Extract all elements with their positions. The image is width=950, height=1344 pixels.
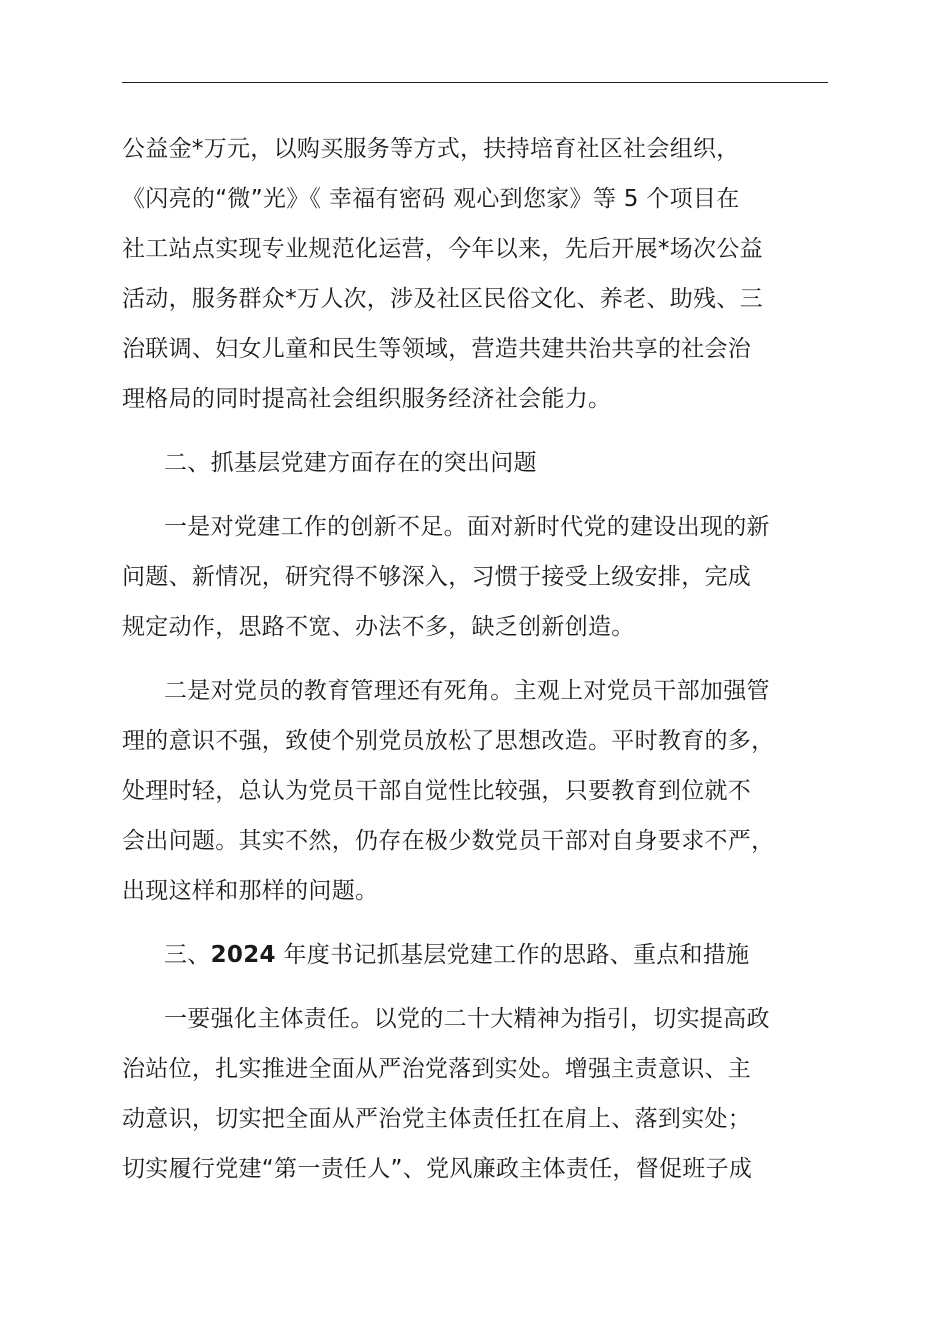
text-line: 会出问题。其实不然，仍存在极少数党员干部对自身要求不严， (122, 828, 775, 854)
text-line: 处理时轻，总认为党员干部自觉性比较强，只要教育到位就不 (122, 778, 752, 804)
text-line: 社工站点实现专业规范化运营，今年以来，先后开展*场次公益 (122, 236, 763, 262)
text-line: 治站位，扎实推进全面从严治党落到实处。增强主责意识、主 (122, 1056, 752, 1082)
text-line: 出现这样和那样的问题。 (122, 878, 379, 904)
year-text: 2024 (210, 942, 276, 968)
paragraph-responsibility (122, 994, 834, 1194)
heading-line: 三、2024 年度书记抓基层党建工作的思路、重点和措施 (164, 942, 750, 968)
text-line: 规定动作，思路不宽、办法不多，缺乏创新创造。 (122, 614, 635, 640)
text-line: 公益金*万元，以购买服务等方式，扶持培育社区社会组织， (122, 136, 740, 162)
heading-line: 二、抓基层党建方面存在的突出问题 (164, 450, 537, 476)
text-line: 治联调、妇女儿童和民生等领域，营造共建共治共享的社会治 (122, 336, 752, 362)
text-line: 活动，服务群众*万人次，涉及社区民俗文化、养老、助残、三 (122, 286, 763, 312)
text-line: 切实履行党建“第一责任人”、党风廉政主体责任，督促班子成 (122, 1156, 753, 1182)
text-line: 一要强化主体责任。以党的二十大精神为指引，切实提高政 (164, 1006, 770, 1032)
section-heading-3 (122, 930, 834, 980)
text-line: 理格局的同时提高社会组织服务经济社会能力。 (122, 386, 612, 412)
text-line: 理的意识不强，致使个别党员放松了思想改造。平时教育的多， (122, 728, 775, 754)
text-line: 问题、新情况，研究得不够深入，习惯于接受上级安排，完成 (122, 564, 752, 590)
paragraph-innovation (122, 502, 834, 652)
paragraph-education (122, 666, 834, 916)
text-line: 《闪亮的“微”光》《 幸福有密码 观心到您家》等 5 个项目在 (122, 186, 740, 212)
text-line: 动意识，切实把全面从严治党主体责任扛在肩上、落到实处； (122, 1106, 752, 1132)
text-line: 一是对党建工作的创新不足。面对新时代党的建设出现的新 (164, 514, 770, 540)
document-body (122, 124, 834, 1194)
text-line: 二是对党员的教育管理还有死角。主观上对党员干部加强管 (164, 678, 770, 704)
section-heading-2 (122, 438, 834, 488)
header-rule (122, 82, 828, 83)
paragraph-social-organizations (122, 124, 834, 424)
